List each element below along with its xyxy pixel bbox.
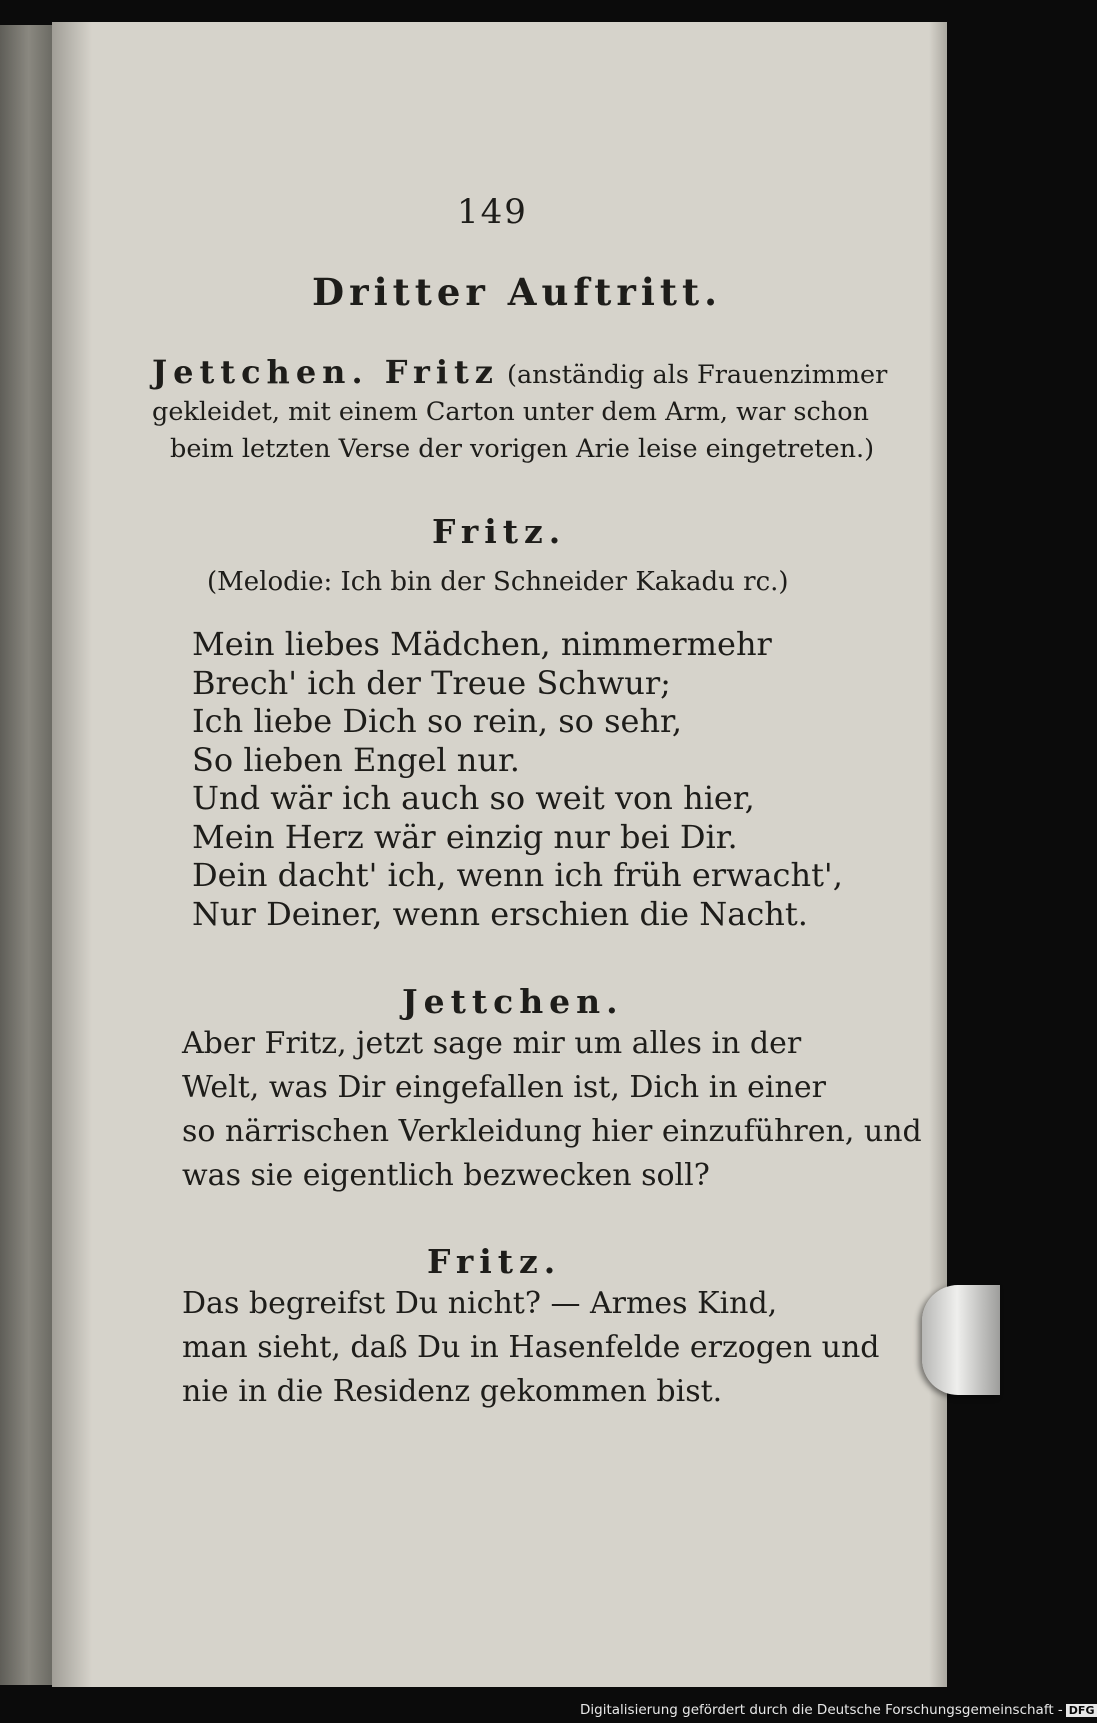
dfg-logo: DFG — [1066, 1704, 1097, 1717]
stage-direction-line-1 — [152, 353, 888, 394]
stage-direction — [152, 353, 888, 468]
verse-line: Ich liebe Dich so rein, so sehr, — [192, 702, 682, 740]
digitization-credit — [580, 1702, 1097, 1718]
verse-line: Nur Deiner, wenn erschien die Nacht. — [192, 894, 808, 933]
stage-direction-line-2: gekleidet, mit einem Carton unter dem Arm, war schon — [152, 397, 869, 427]
prose-line: Das begreifst Du nicht? — Armes Kind, — [182, 1286, 778, 1321]
song-verse — [192, 625, 843, 933]
stage-direction-line-3: beim letzten Verse der vorigen Arie leise eingetreten.) — [170, 434, 875, 464]
prose-line: nie in die Residenz gekommen bist. — [182, 1374, 723, 1409]
speaker-fritz-1: Fritz. — [432, 512, 567, 551]
page-edge-shadow — [929, 22, 947, 1687]
scene-heading: Dritter Auftritt. — [312, 270, 722, 314]
melody-note: (Melodie: Ich bin der Schneider Kakadu rc.) — [207, 567, 789, 597]
verse-line: Mein liebes Mädchen, nimmermehr — [192, 625, 772, 663]
page-number: 149 — [457, 192, 528, 232]
prose-line: man sieht, daß Du in Hasenfelde erzogen und — [182, 1330, 880, 1365]
book-page — [52, 22, 947, 1687]
gutter-shadow — [52, 22, 92, 1687]
verse-line: Brech' ich der Treue Schwur; — [192, 663, 671, 702]
stage-speaker-fritz: Fritz — [384, 353, 499, 391]
stage-speaker-jettchen: Jettchen. — [152, 353, 369, 391]
verse-line: Mein Herz wär einzig nur bei Dir. — [192, 817, 738, 856]
prose-line: Welt, was Dir eingefallen ist, Dich in einer — [182, 1070, 826, 1105]
speaker-fritz-2: Fritz. — [427, 1242, 562, 1281]
verse-line: So lieben Engel nur. — [192, 740, 520, 779]
credit-text: Digitalisierung gefördert durch die Deutsche Forschungsgemeinschaft - — [580, 1702, 1063, 1718]
speaker-jettchen: Jettchen. — [402, 982, 624, 1021]
stage-direction-text-1: (anständig als Frauenzimmer — [507, 360, 888, 390]
prose-line: so närrischen Verkleidung hier einzuführen, und — [182, 1114, 922, 1149]
fritz-speech — [182, 1282, 880, 1414]
verse-line: Und wär ich auch so weit von hier, — [192, 779, 755, 817]
left-page-edge — [0, 25, 52, 1685]
prose-line: Aber Fritz, jetzt sage mir um alles in der — [182, 1026, 802, 1061]
jettchen-speech — [182, 1022, 922, 1198]
verse-line: Dein dacht' ich, wenn ich früh erwacht', — [192, 856, 843, 894]
book-clip — [922, 1285, 1000, 1395]
prose-line: was sie eigentlich bezwecken soll? — [182, 1158, 710, 1193]
